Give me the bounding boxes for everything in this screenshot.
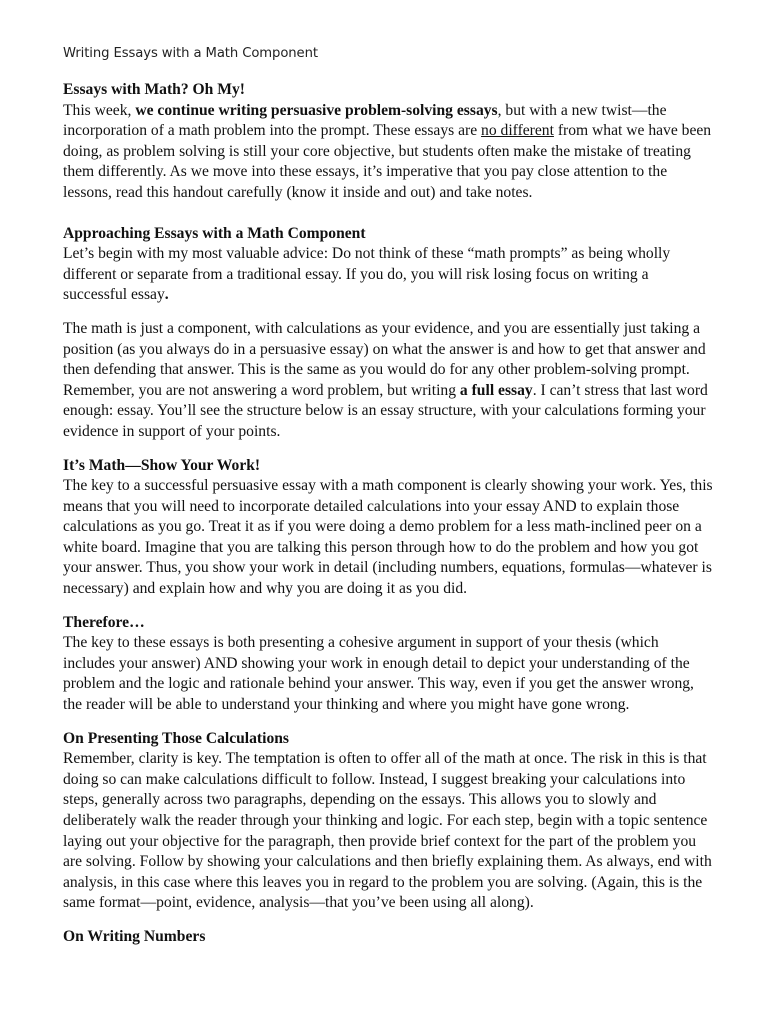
text-run: Let’s begin with my most valuable advice: Do not think of these “math prompts” as being wholly different or separate from a traditional essay. If you do, you will risk losing focus on writing a successful essay [63, 245, 671, 304]
section-heading: On Writing Numbers [63, 927, 206, 945]
section [63, 613, 713, 716]
text-run: The key to these essays is both presenting a cohesive argument in support of your thesis (which includes your answer) AND showing your work in enough detail to depict your understanding of the problem and the logic and rationale behind your answer. This way, even if you get the answer wrong, the reader will be able to understand your thinking and where you might have gone wrong. [63, 634, 694, 714]
body-paragraph [63, 476, 713, 600]
text-run: from what we have been doing, as problem solving is still your core objective, but students often make the mistake of treating them differently. As we move into these essays, it’s imperative that you pay close attention to the lessons, read this handout carefully (know it inside and out) and take notes. [63, 122, 712, 201]
section [63, 80, 713, 204]
section-heading: Essays with Math? Oh My! [63, 81, 245, 98]
text-run: The math is just a component, with calculations as your evidence, and you are essentially just taking a position (as you always do in a persuasive essay) on what the answer is and how to get that answer and then defending that answer. This is the same as you would do for any other problem-solving prompt. Remember, you are not answering a word problem, but writing [63, 319, 706, 399]
section-heading: On Presenting Those Calculations [63, 729, 289, 747]
body-paragraph [63, 749, 713, 914]
section-heading: It’s Math—Show Your Work! [63, 456, 261, 474]
bold-text: we continue writing persuasive problem-solving essays [135, 101, 498, 119]
section [63, 927, 713, 948]
section-heading: Therefore… [63, 613, 145, 631]
running-header: Writing Essays with a Math Component [63, 46, 318, 61]
body-paragraph [63, 244, 713, 306]
underlined-text: no different [481, 122, 554, 140]
document-body [63, 80, 713, 961]
section [63, 224, 713, 443]
bold-text: . [164, 286, 169, 304]
body-paragraph [63, 319, 713, 443]
text-run: Remember, clarity is key. The temptation is often to offer all of the math at once. The risk in this is that doing so can make calculations difficult to follow. Instead, I suggest breaking your calculations into steps, generally across two paragraphs, depending on the essays. This allows you to slowly and deliberately walk the reader through your thinking and logic. For each step, begin with a topic sentence laying out your objective for the paragraph, then provide brief context for the part of the problem you are solving. Follow by showing your calculations and then briefly explaining them. As always, end with analysis, in this case where this leaves you in regard to the problem you are solving. (Again, this is the same format—point, evidence, analysis—that you’ve been using all along). [63, 750, 712, 912]
text-run: This week, [63, 101, 136, 119]
text-run: The key to a successful persuasive essay with a math component is clearly showing your work. Yes, this means that you will need to incorporate detailed calculations into your essay AND to explain those calculations as you go. Treat it as if you were doing a demo problem for a less math-inclined peer on a white board. Imagine that you are talking this person through how to do the problem and how you got your answer. Thus, you show your work in detail (including numbers, equations, formulas—whatever is necessary) and explain how and why you are doing it as you did. [63, 477, 713, 598]
body-paragraph [63, 633, 713, 715]
section [63, 456, 713, 600]
section-heading: Approaching Essays with a Math Component [63, 224, 366, 242]
text-run: , but with a new twist—the incorporation of a math problem into the prompt. These essays are [63, 101, 667, 140]
section [63, 729, 713, 914]
text-run: . I can’t stress that last word enough: essay. You’ll see the structure below is an essay structure, with your calculations forming your evidence in support of your points. [63, 381, 708, 440]
body-paragraph [63, 101, 713, 204]
bold-text: a full essay [459, 381, 533, 399]
